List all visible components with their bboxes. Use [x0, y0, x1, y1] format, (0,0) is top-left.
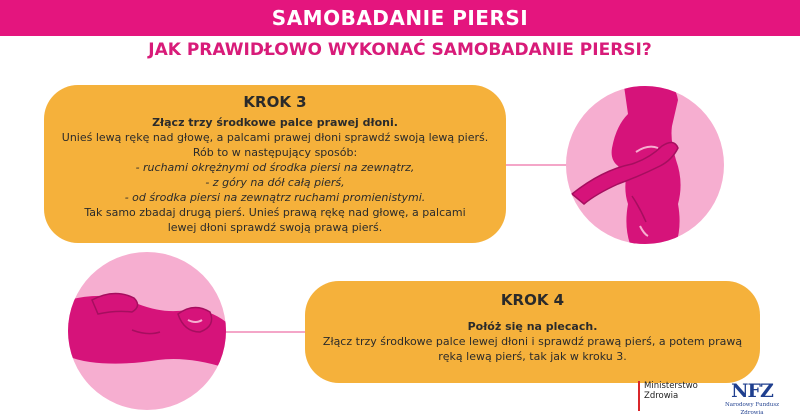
step4-heading: KROK 4: [500, 291, 565, 309]
step3-bullet1: - ruchami okrężnymi od środka piersi na zewnątrz,: [135, 161, 415, 174]
nfz-logo-text: NFZ: [731, 380, 773, 402]
step3-line2: Unieś lewą rękę nad głowę, a palcami prawej dłoni sprawdź swoją lewą pierś.: [61, 131, 489, 144]
lying-woman-illustration: [68, 252, 226, 410]
step3-line3: Rób to w następujący sposób:: [192, 146, 358, 159]
step4-line2: Złącz trzy środkowe palce lewej dłoni i sprawdź prawą pierś, a potem prawą: [322, 335, 743, 348]
standing-woman-illustration: [566, 86, 724, 244]
step4-line1: Połóż się na plecach.: [467, 320, 598, 333]
ministry-name-line2: Zdrowia: [644, 391, 679, 401]
lying-woman-circle: [68, 252, 226, 410]
step3-line5: lewej dłoni sprawdź swoją prawą pierś.: [167, 221, 383, 234]
step3-bullet3: - od środka piersi na zewnątrz ruchami promienistymi.: [124, 191, 426, 204]
ministry-logo: [638, 381, 706, 411]
page-subtitle: JAK PRAWIDŁOWO WYKONAĆ SAMOBADANIE PIERSI?: [148, 40, 652, 60]
ministry-name-line1: Ministerstwo: [644, 381, 698, 391]
nfz-logo: [716, 381, 788, 415]
header-bar: [0, 0, 800, 36]
step3-bullet2: - z góry na dół całą pierś,: [205, 176, 345, 189]
step4-card: [305, 281, 760, 383]
step3-card: [44, 85, 506, 243]
nfz-full-name: Narodowy Fundusz Zdrowia: [724, 402, 780, 416]
step3-line1: Złącz trzy środkowe palce prawej dłoni.: [152, 116, 398, 129]
page-title: SAMOBADANIE PIERSI: [271, 6, 529, 30]
step4-line3: ręką lewą pierś, tak jak w kroku 3.: [438, 350, 627, 363]
step3-heading: KROK 3: [243, 93, 307, 111]
standing-woman-circle: [566, 86, 724, 244]
connector-line-step4: [222, 331, 308, 333]
connector-line-step3: [500, 164, 570, 166]
step3-line4: Tak samo zbadaj drugą pierś. Unieś prawą rękę nad głowę, a palcami: [84, 206, 466, 219]
